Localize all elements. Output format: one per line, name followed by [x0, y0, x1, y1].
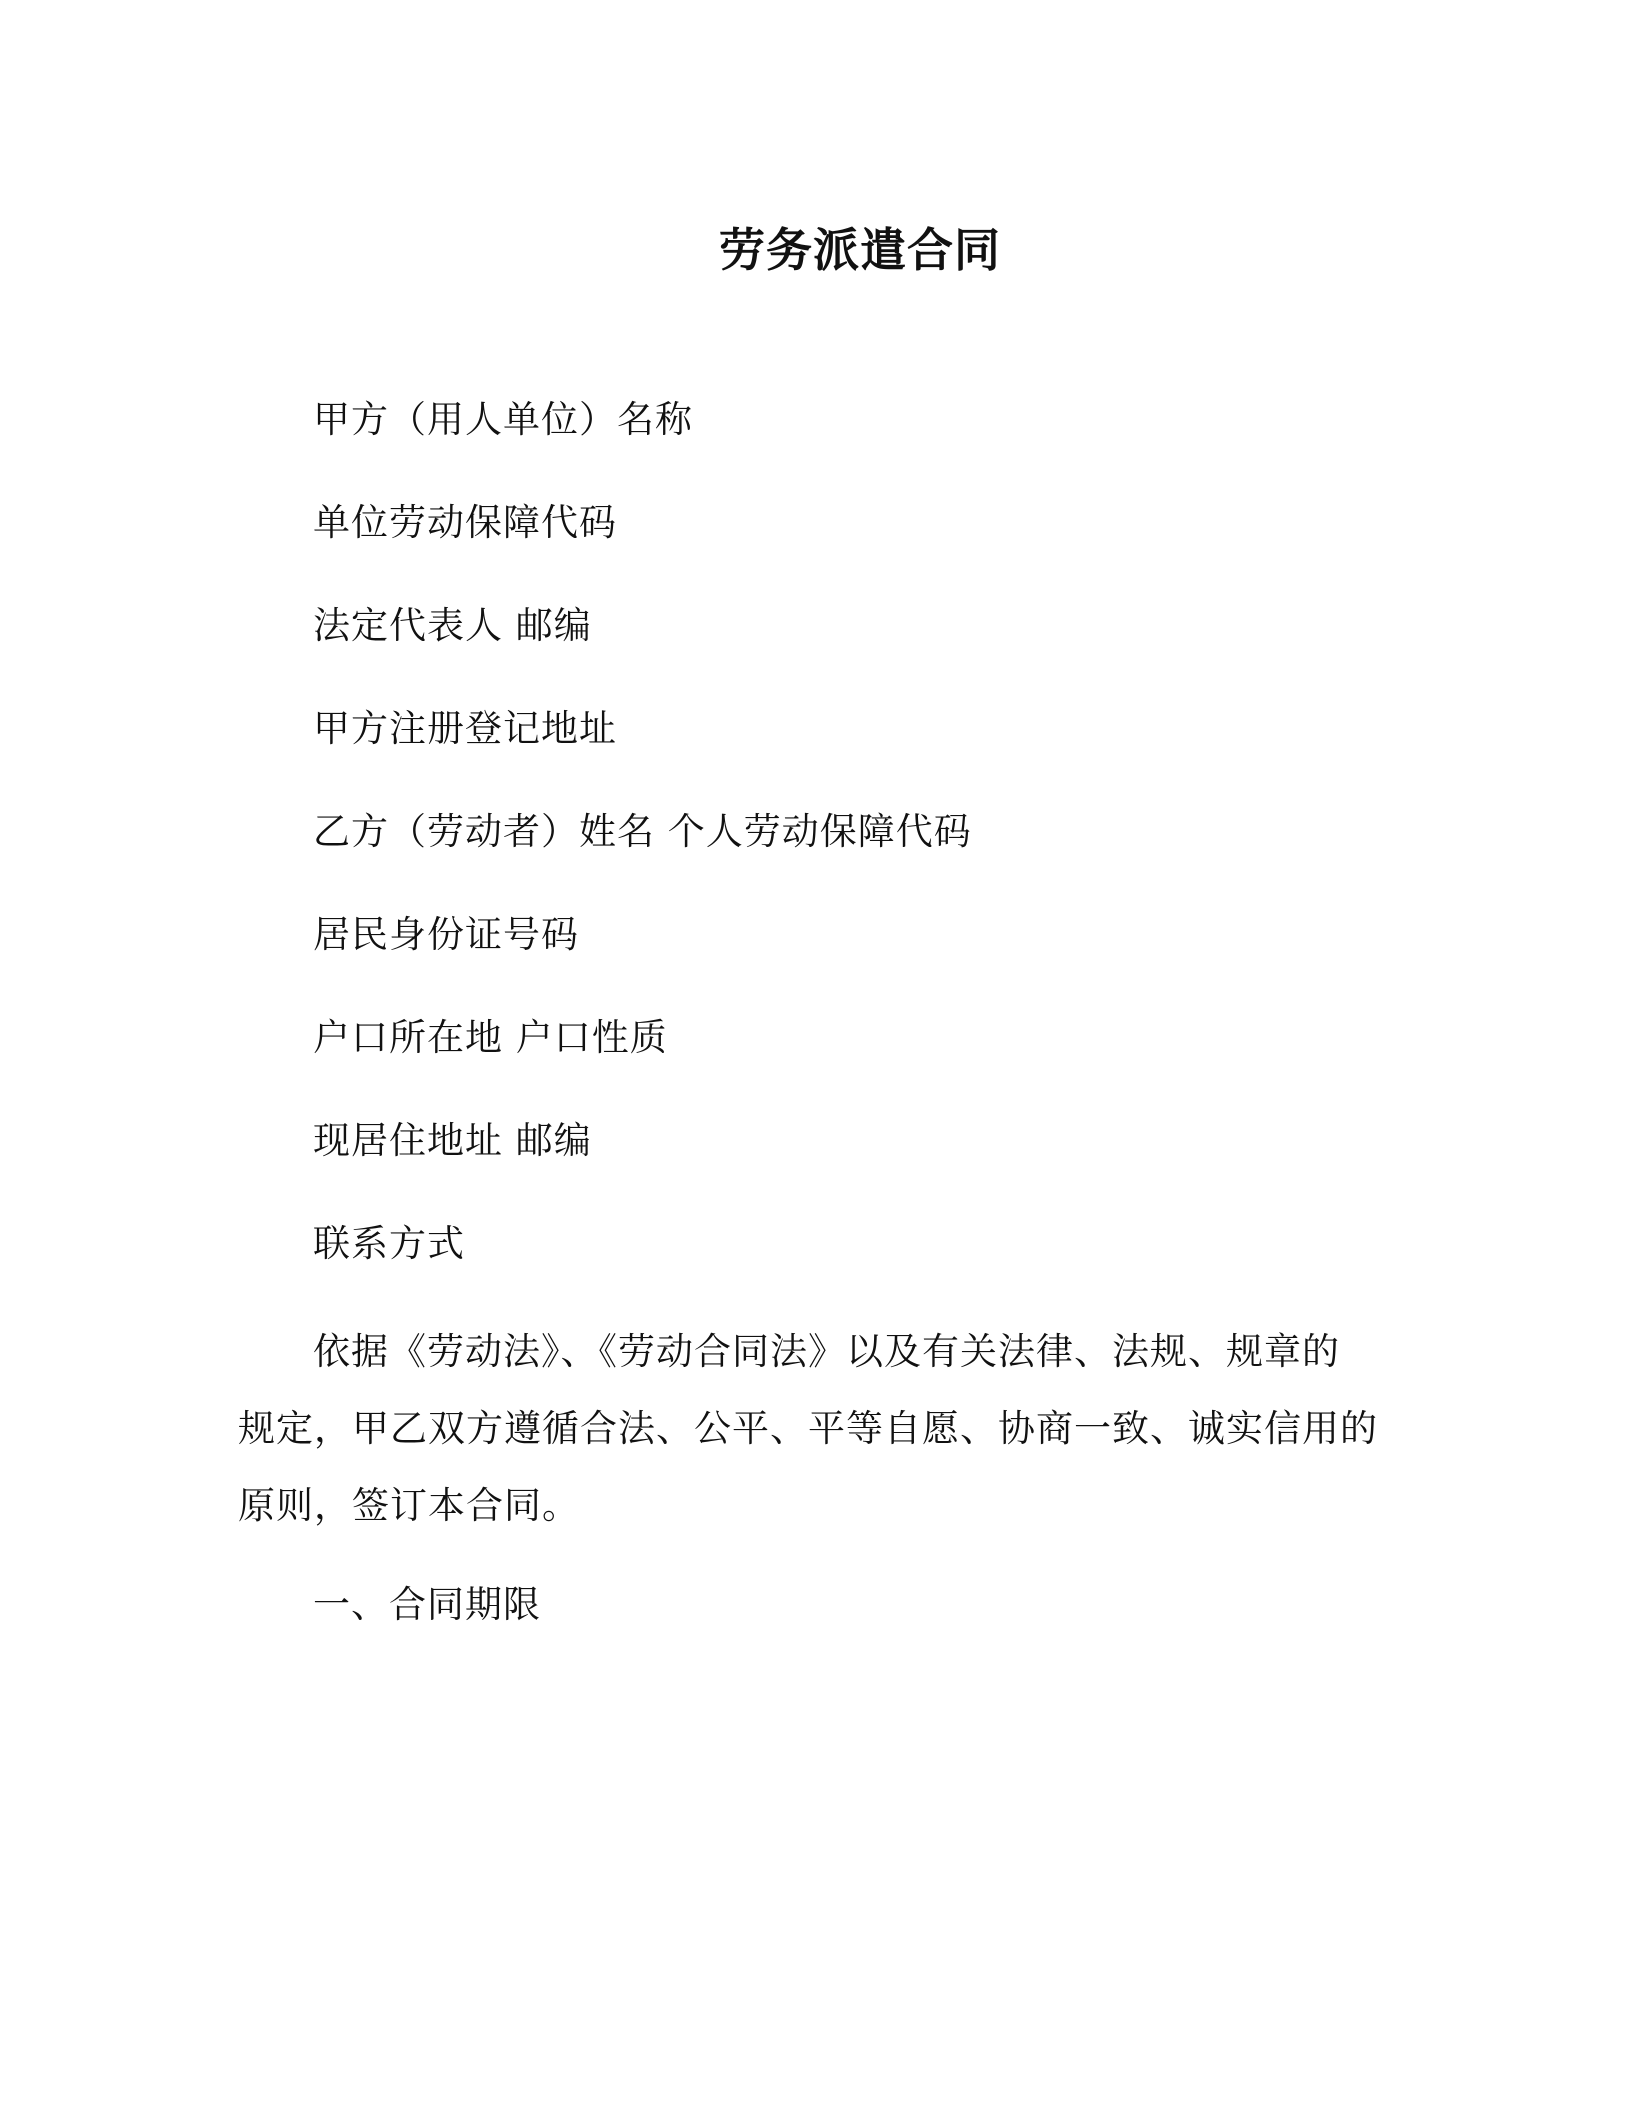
document-title: 劳务派遣合同 — [719, 223, 1001, 277]
field-party-b-name-code: 乙方（劳动者）姓名 个人劳动保障代码 — [313, 810, 972, 853]
field-legal-rep-postcode: 法定代表人 邮编 — [313, 604, 592, 647]
preamble-line: 原则，签订本合同。 — [238, 1484, 580, 1527]
preamble-paragraph — [238, 1313, 1378, 1544]
field-household-registration: 户口所在地 户口性质 — [313, 1016, 668, 1059]
preamble-line: 依据《劳动法》、《劳动合同法》以及有关法律、法规、规章的 — [313, 1330, 1340, 1373]
field-party-a-address: 甲方注册登记地址 — [313, 707, 617, 750]
field-unit-labor-code: 单位劳动保障代码 — [313, 501, 617, 544]
preamble-line: 规定，甲乙双方遵循合法、公平、平等自愿、协商一致、诚实信用的 — [238, 1407, 1378, 1450]
field-party-a-name: 甲方（用人单位）名称 — [313, 398, 693, 441]
field-id-number: 居民身份证号码 — [313, 913, 579, 956]
field-current-address-postcode: 现居住地址 邮编 — [313, 1119, 592, 1162]
section-heading-contract-term: 一、合同期限 — [313, 1583, 541, 1626]
field-contact: 联系方式 — [313, 1222, 465, 1265]
